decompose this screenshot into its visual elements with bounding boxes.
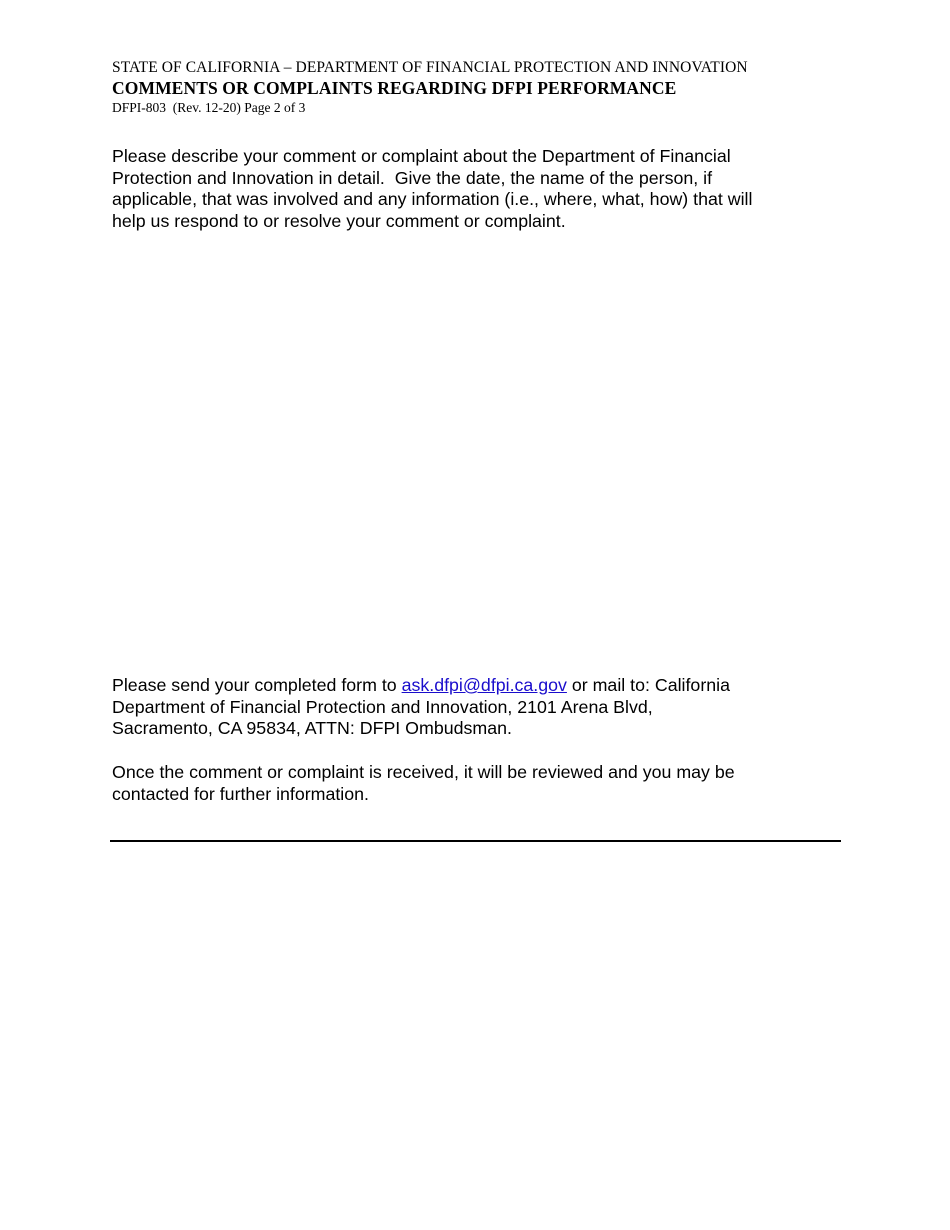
instructions-line: Protection and Innovation in detail. Give the date, the name of the person, if — [112, 167, 713, 188]
instructions-line: applicable, that was involved and any information (i.e., where, what, how) that will — [112, 189, 753, 210]
agency-name: STATE OF CALIFORNIA – DEPARTMENT OF FINANCIAL PROTECTION AND INNOVATION — [112, 59, 748, 76]
send-instructions-paragraph — [112, 675, 802, 740]
horizontal-divider — [110, 840, 841, 842]
instructions-line: help us respond to or resolve your comment or complaint. — [112, 210, 566, 231]
send-suffix: or mail to: California — [566, 675, 730, 695]
email-link[interactable]: ask.dfpi@dfpi.ca.gov — [401, 675, 567, 695]
instructions-line: Please describe your comment or complaint about the Department of Financial — [112, 146, 731, 166]
send-prefix: Please send your completed form to — [112, 675, 402, 695]
form-title: COMMENTS OR COMPLAINTS REGARDING DFPI PERFORMANCE — [112, 78, 677, 98]
send-line — [112, 675, 802, 697]
send-line: Department of Financial Protection and Innovation, 2101 Arena Blvd, — [112, 696, 653, 717]
instructions-paragraph — [112, 146, 802, 232]
send-line: Sacramento, CA 95834, ATTN: DFPI Ombudsman. — [112, 718, 512, 739]
review-line: Once the comment or complaint is received, it will be reviewed and you may be — [112, 762, 735, 782]
form-id: DFPI-803 (Rev. 12-20) Page 2 of 3 — [112, 100, 306, 115]
review-notice-paragraph — [112, 762, 802, 805]
form-header — [112, 58, 748, 116]
review-line: contacted for further information. — [112, 783, 369, 804]
